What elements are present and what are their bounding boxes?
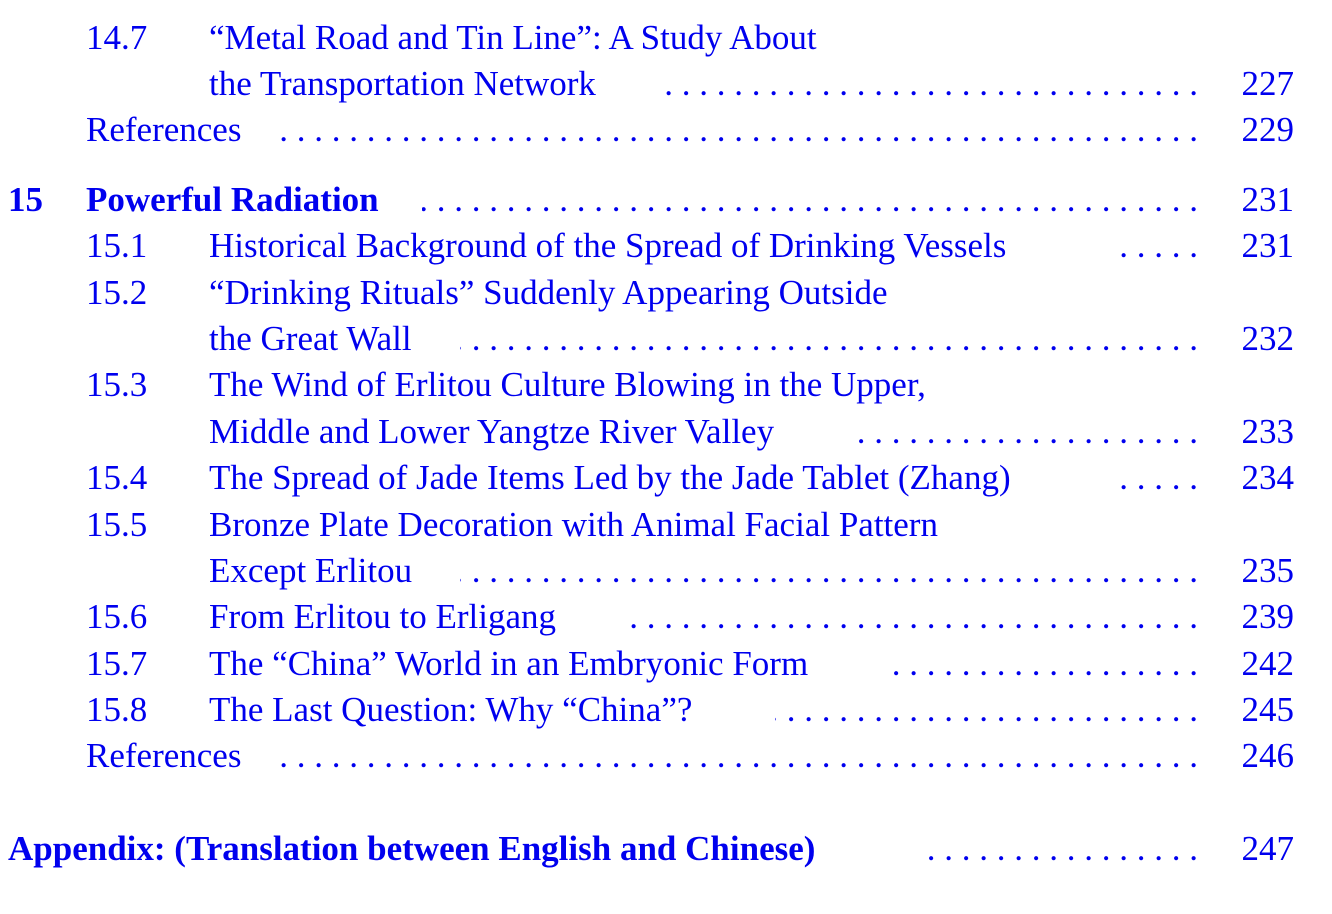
toc-entry-15-3[interactable] <box>0 362 1332 408</box>
leader-dots <box>888 641 1198 687</box>
page-number: 247 <box>1241 829 1294 868</box>
toc-entry-15-2[interactable] <box>0 270 1332 316</box>
section-title-cont: the Great Wall <box>209 319 412 358</box>
references-title: References <box>86 110 242 149</box>
section-title-cont: Except Erlitou <box>209 551 413 590</box>
toc-entry-appendix[interactable] <box>0 826 1332 872</box>
leader-dots <box>655 61 1198 107</box>
section-title: “Drinking Rituals” Suddenly Appearing Outside <box>209 273 888 312</box>
page-number: 233 <box>1241 412 1294 451</box>
toc-entry-references-14[interactable] <box>0 107 1332 153</box>
leader-dots <box>775 687 1198 733</box>
leader-dots <box>620 594 1198 640</box>
page-number: 232 <box>1241 319 1294 358</box>
toc-entry-14-7-cont[interactable] <box>0 61 1332 107</box>
section-title-cont: Middle and Lower Yangtze River Valley <box>209 412 775 451</box>
chapter-title: Powerful Radiation <box>86 180 379 219</box>
section-number: 15.7 <box>86 644 148 683</box>
section-title: The Last Question: Why “China”? <box>209 690 693 729</box>
section-title: Bronze Plate Decoration with Animal Facial Pattern <box>209 505 938 544</box>
page-number: 246 <box>1241 736 1294 775</box>
leader-dots <box>925 826 1198 872</box>
page-number: 242 <box>1241 644 1294 683</box>
page-number: 235 <box>1241 551 1294 590</box>
leader-dots <box>460 548 1198 594</box>
section-title: The Spread of Jade Items Led by the Jade Tablet (Zhang) <box>209 458 1011 497</box>
toc-entry-15-5[interactable] <box>0 502 1332 548</box>
toc-entry-15-5-cont[interactable] <box>0 548 1332 594</box>
leader-dots <box>280 107 1198 153</box>
page-number: 231 <box>1241 180 1294 219</box>
leader-dots <box>1120 455 1198 501</box>
leader-dots <box>460 316 1198 362</box>
section-title: The “China” World in an Embryonic Form <box>209 644 809 683</box>
appendix-title: Appendix: (Translation between English and Chinese) <box>8 829 816 868</box>
toc-entry-15-2-cont[interactable] <box>0 316 1332 362</box>
section-title-cont: the Transportation Network <box>209 64 596 103</box>
toc-entry-15-7[interactable] <box>0 641 1332 687</box>
section-number: 14.7 <box>86 18 148 57</box>
section-number: 15.6 <box>86 597 148 636</box>
page-number: 231 <box>1241 226 1294 265</box>
page-number: 239 <box>1241 597 1294 636</box>
section-number: 15.3 <box>86 365 148 404</box>
section-number: 15.5 <box>86 505 148 544</box>
section-number: 15.1 <box>86 226 148 265</box>
page-number: 229 <box>1241 110 1294 149</box>
leader-dots <box>855 409 1198 455</box>
leader-dots <box>280 733 1198 779</box>
section-title: From Erlitou to Erligang <box>209 597 557 636</box>
toc-entry-references-15[interactable] <box>0 733 1332 779</box>
section-title: Historical Background of the Spread of Drinking Vessels <box>209 226 1007 265</box>
toc-entry-15-4[interactable] <box>0 455 1332 501</box>
toc-entry-15-6[interactable] <box>0 594 1332 640</box>
page-number: 245 <box>1241 690 1294 729</box>
toc-entry-15-8[interactable] <box>0 687 1332 733</box>
section-title: The Wind of Erlitou Culture Blowing in the Upper, <box>209 365 926 404</box>
section-title: “Metal Road and Tin Line”: A Study About <box>209 18 817 57</box>
leader-dots <box>422 177 1198 223</box>
section-number: 15.2 <box>86 273 148 312</box>
page-number: 227 <box>1241 64 1294 103</box>
section-number: 15.4 <box>86 458 148 497</box>
section-number: 15.8 <box>86 690 148 729</box>
references-title: References <box>86 736 242 775</box>
toc-entry-15-1[interactable] <box>0 223 1332 269</box>
toc-entry-14-7[interactable] <box>0 15 1332 61</box>
leader-dots <box>1120 223 1198 269</box>
page-number: 234 <box>1241 458 1294 497</box>
chapter-number: 15 <box>8 180 43 219</box>
toc-chapter-15[interactable] <box>0 177 1332 223</box>
toc-entry-15-3-cont[interactable] <box>0 409 1332 455</box>
